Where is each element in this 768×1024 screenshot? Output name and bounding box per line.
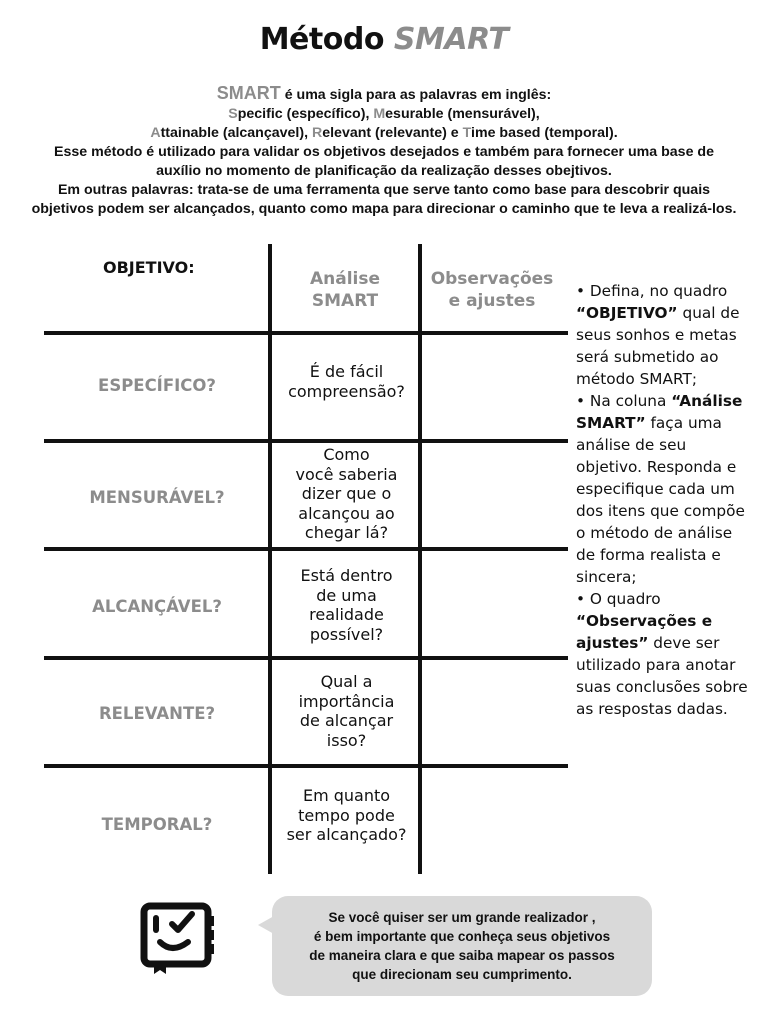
instruction-emphasis: “Observações e ajustes” [576, 612, 713, 652]
measurable-text: esurable (mensurável), [385, 106, 540, 122]
time-based-text: ime based (temporal). [471, 125, 618, 141]
question-line: chegar lá? [304, 523, 389, 542]
letter-r: R [311, 125, 323, 141]
intro-text [30, 84, 738, 219]
table-divider-h5 [44, 764, 568, 768]
book-check-icon [138, 902, 222, 978]
table-divider-h1 [44, 331, 568, 335]
question-line: Em quanto [302, 786, 391, 805]
smart-word: SMART [216, 83, 281, 103]
table-divider-v1 [268, 244, 272, 874]
question-line: compreensão? [288, 381, 405, 401]
instructions-text [576, 280, 751, 720]
question-line: alcançou ao [298, 503, 395, 523]
instruction-text: • O quadro [576, 590, 661, 608]
instruction-notes [576, 588, 751, 720]
question-line: possível? [309, 624, 384, 644]
table-divider-h2 [44, 439, 568, 443]
row-question-temporal [274, 786, 419, 845]
question-line: Como [323, 445, 370, 464]
row-label-measurable: MENSURÁVEL? [89, 488, 225, 507]
specific-text: pecific (específico), [237, 106, 374, 122]
letter-a: A [150, 125, 161, 141]
row-label-specific: ESPECÍFICO? [98, 376, 216, 395]
question-line: É de fácil [309, 362, 384, 381]
question-line: importância [298, 691, 395, 711]
instruction-text: faça uma análise de seu objetivo. Responda e especifique cada um dos itens que compõe o método de análise de forma realista e sincera; [576, 414, 745, 586]
intro-line-3 [30, 124, 738, 143]
intro-line-1 [30, 84, 738, 105]
title-highlight: SMART [393, 22, 509, 57]
question-line: ser alcançado? [286, 825, 407, 844]
table-divider-h3 [44, 547, 568, 551]
instruction-objective [576, 280, 751, 390]
table-divider-h4 [44, 656, 568, 660]
intro-paragraph-2: Esse método é utilizado para validar os objetivos desejados e também para fornecer uma base de auxílio no momento de planificação da realização desses obejtivos. [54, 144, 714, 179]
row-question-specific [274, 362, 419, 401]
relevant-text: elevant (relevante) e [322, 125, 463, 141]
question-line: de uma [316, 585, 377, 605]
question-line: realidade [309, 605, 384, 624]
column-header-notes [422, 268, 562, 312]
bubble-line: de maneira clara e que saiba mapear os passos [309, 948, 615, 963]
instruction-text: • Defina, no quadro [576, 282, 728, 300]
column-header-analysis [272, 268, 418, 312]
instruction-emphasis: “OBJETIVO” [576, 304, 678, 322]
bubble-line: que direcionam seu cumprimento. [352, 967, 572, 982]
instruction-emphasis: “Análise SMART” [576, 392, 743, 432]
bubble-line: Se você quiser ser um grande realizador , [328, 910, 596, 925]
column-header-analysis-line: SMART [311, 291, 379, 311]
instruction-analysis [576, 390, 751, 588]
bubble-line: é bem importante que conheça seus objetivos [313, 929, 611, 944]
letter-s: S [228, 106, 238, 122]
intro-line-2 [30, 105, 738, 124]
title-main: Método [259, 22, 384, 57]
row-question-measurable [274, 445, 419, 543]
instruction-text: qual de seus sonhos e metas será submetido ao método SMART; [576, 304, 740, 388]
table-divider-v2 [418, 244, 422, 874]
intro-paragraph-3: Em outras palavras: trata-se de uma ferramenta que serve tanto como base para descobrir quais objetivos podem ser alcançados, quanto como mapa para direcionar o caminho que te leva a realizá-los. [31, 182, 737, 217]
intro-line-1-rest: é uma sigla para as palavras em inglês: [280, 87, 552, 103]
question-line: Qual a [320, 672, 373, 691]
question-line: dizer que o [301, 484, 392, 503]
page-title [0, 22, 768, 57]
attainable-text: ttainable (alcançavel), [160, 125, 312, 141]
row-label-attainable: ALCANÇÁVEL? [92, 597, 222, 616]
question-line: Está dentro [300, 566, 393, 585]
row-label-temporal: TEMPORAL? [101, 815, 213, 834]
question-line: você saberia [295, 464, 398, 484]
column-header-notes-line: Observações [430, 269, 554, 289]
row-question-attainable [274, 566, 419, 644]
question-line: tempo pode [298, 805, 395, 825]
row-question-relevant [274, 672, 419, 750]
letter-t: T [462, 125, 472, 141]
question-line: de alcançar [299, 711, 394, 730]
objective-label: OBJETIVO: [103, 258, 195, 277]
letter-m: M [373, 106, 386, 122]
instruction-text: • Na coluna [576, 392, 672, 410]
speech-bubble-text [272, 908, 652, 984]
question-line: isso? [326, 730, 367, 750]
column-header-analysis-line: Análise [309, 269, 381, 289]
row-label-relevant: RELEVANTE? [98, 704, 216, 723]
instruction-text: deve ser utilizado para anotar suas conclusões sobre as respostas dadas. [576, 634, 748, 718]
column-header-notes-line: e ajustes [448, 291, 536, 311]
